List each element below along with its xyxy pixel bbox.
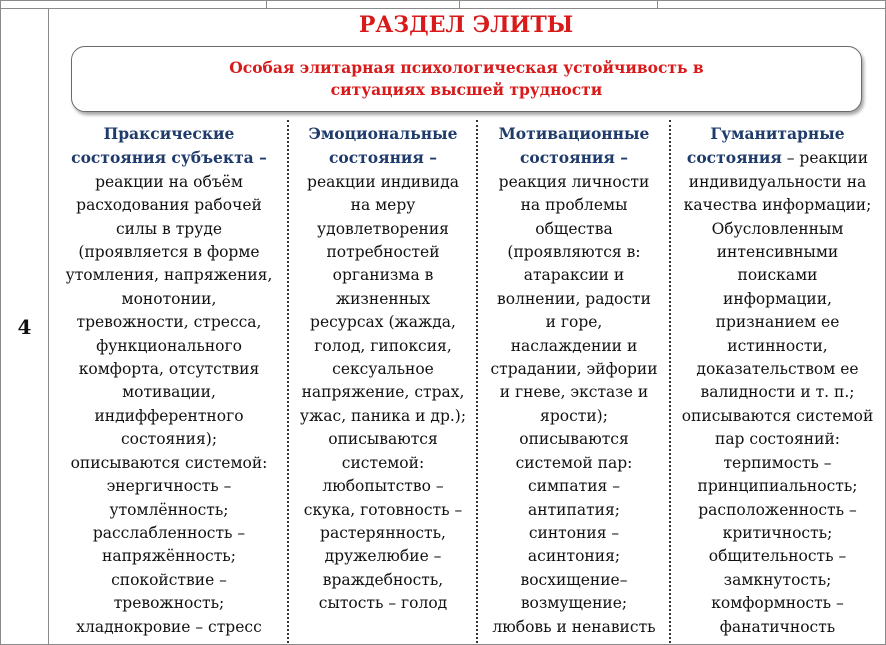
column-heading-line: состояния – реакции — [686, 148, 869, 168]
column-divider-tick — [657, 1, 658, 8]
row-number: 4 — [17, 315, 32, 339]
column-text-line: терпимость – — [723, 453, 832, 472]
column-text-line: описываются системой — [681, 406, 874, 425]
dotted-divider — [287, 120, 289, 643]
column-text-line: реакции на объём — [95, 172, 243, 191]
column-text-line: истинности, — [727, 336, 828, 355]
column-text-line: тревожность; — [113, 594, 225, 613]
column-text-line: описываются системой: — [70, 453, 268, 472]
column-text-line: любопытство – — [322, 477, 444, 496]
column-text-line: критичность; — [722, 523, 833, 542]
column-text-line: дружелюбие – — [324, 547, 442, 566]
column-text-line: комформность – — [711, 594, 844, 613]
column-text-line: комфорта, отсутствия — [78, 360, 260, 379]
column-text-line: наслаждении и — [510, 336, 638, 355]
column-text-line: интенсивными — [716, 243, 839, 262]
column-text-line: Обусловленным — [711, 219, 844, 238]
column-text-line: голод, гипоксия, — [314, 336, 452, 355]
column-text-line: системой пар: — [515, 453, 633, 472]
column-text-line: возмущение; — [520, 594, 628, 613]
column-text-line: расходования рабочей — [76, 196, 262, 215]
column-text-line: и гневе, экстазе и — [499, 383, 649, 402]
column-text-line: любовь и ненависть — [492, 617, 656, 636]
column-humanitarian-states — [672, 122, 883, 643]
column-text-line: информации, — [723, 289, 832, 308]
column-heading-line: Мотивационные — [498, 124, 650, 143]
column-text-line: атараксии и — [523, 266, 625, 285]
column-text-line: монотонии, — [121, 289, 217, 308]
column-text-line: сексуальное — [332, 360, 434, 379]
column-text-line: качества информации; — [683, 196, 872, 215]
column-text-line: энергичность – — [106, 477, 232, 496]
dotted-divider — [476, 120, 478, 643]
banner-box — [71, 46, 862, 112]
column-text-line: принципиальность; — [697, 477, 858, 496]
column-text-line: силы в труде — [115, 219, 223, 238]
column-text-line: на проблемы — [520, 196, 628, 215]
column-text-line: асинтония; — [527, 547, 621, 566]
column-heading-line: состояния – — [328, 148, 438, 168]
column-text-line: волнении, радости — [497, 289, 651, 308]
column-heading-line: Праксические — [103, 124, 235, 143]
column-text-line: замкнутость; — [723, 570, 832, 589]
column-divider-tick — [266, 1, 267, 8]
column-text-line: (проявляются в: — [507, 243, 641, 262]
section-title: РАЗДЕЛ ЭЛИТЫ — [358, 12, 574, 38]
column-heading-line: состояния субъекта – — [71, 148, 267, 168]
column-text-line: враждебность, — [322, 570, 444, 589]
column-text-line: реакция личности — [498, 172, 650, 191]
column-text-line: описываются — [328, 430, 438, 449]
column-heading-line: Гуманитарные — [710, 124, 845, 143]
column-heading-line: состояния – — [519, 148, 629, 168]
column-text-line: ужас, паника и др.); — [299, 406, 467, 425]
row-number-cell — [1, 9, 49, 644]
column-text-line: симпатия – — [527, 477, 620, 496]
column-text-line: (проявляется в форме — [78, 243, 260, 262]
column-text-line: расположенность – — [698, 500, 857, 519]
column-text-line: утомления, напряжения, — [65, 266, 273, 285]
column-text-line: растерянность, — [320, 523, 446, 542]
column-text-line: состояния); — [120, 430, 218, 449]
column-text-line: описываются — [519, 430, 629, 449]
column-text-line: организма в — [332, 266, 434, 285]
column-text-line: валидности и т. п.; — [700, 383, 855, 402]
banner-line-2: ситуациях высшей трудности — [330, 80, 603, 99]
column-emotional-states — [290, 122, 476, 643]
column-text-line: скука, готовность – — [303, 500, 463, 519]
column-text-line: синтония – — [528, 523, 620, 542]
column-text-line: сытость – голод — [318, 594, 448, 613]
column-text-line: страдании, эйфории — [490, 360, 658, 379]
column-divider-tick — [459, 1, 460, 8]
column-text-line: на меру — [350, 196, 416, 215]
column-text-line: напряжение, страх, — [301, 383, 465, 402]
banner-text — [229, 57, 703, 101]
column-text-line: восхищение– — [520, 570, 628, 589]
column-text-line: ярости); — [540, 406, 608, 425]
column-heading-line: Эмоциональные — [308, 124, 458, 143]
column-praxic-states — [52, 122, 286, 643]
column-text-line: и горе, — [545, 313, 603, 332]
column-text-line: мотивации, — [122, 383, 216, 402]
column-motivational-states — [479, 122, 669, 643]
column-text-line: признанием ее — [715, 313, 840, 332]
column-text-line: фанатичность — [719, 617, 836, 636]
column-text-line: общительность – — [708, 547, 847, 566]
column-text-line: расслабленность – — [92, 523, 246, 542]
column-text-line: напряжённость; — [102, 547, 236, 566]
column-text-line: удовлетворения — [317, 219, 449, 238]
column-text-line: общества — [535, 219, 613, 238]
column-text-line: ресурсах (жажда, — [310, 313, 456, 332]
column-text-line: антипатия; — [528, 500, 620, 519]
column-text-line: реакции индивида — [307, 172, 459, 191]
column-text-line: хладнокровие – стресс — [76, 617, 262, 636]
dotted-divider — [669, 120, 671, 643]
column-text-line: тревожности, стресса, — [76, 313, 262, 332]
column-text-line: жизненных — [335, 289, 431, 308]
column-text-line: системой: — [341, 453, 425, 472]
column-text-line: доказательством ее — [696, 360, 859, 379]
column-text-line: утомлённость; — [109, 500, 229, 519]
column-text-line: спокойствие – — [111, 570, 227, 589]
column-text-line: пар состояний: — [714, 430, 840, 449]
column-text-line: индивидуальности на — [688, 172, 867, 191]
column-text-line: потребностей — [326, 243, 440, 262]
column-text-line: поисками — [737, 266, 818, 285]
column-text-line: индифферентного — [94, 406, 244, 425]
column-text-line: функционального — [96, 336, 242, 355]
banner-line-1: Особая элитарная психологическая устойчивость в — [229, 58, 704, 77]
previous-row-remnant — [1, 1, 885, 9]
